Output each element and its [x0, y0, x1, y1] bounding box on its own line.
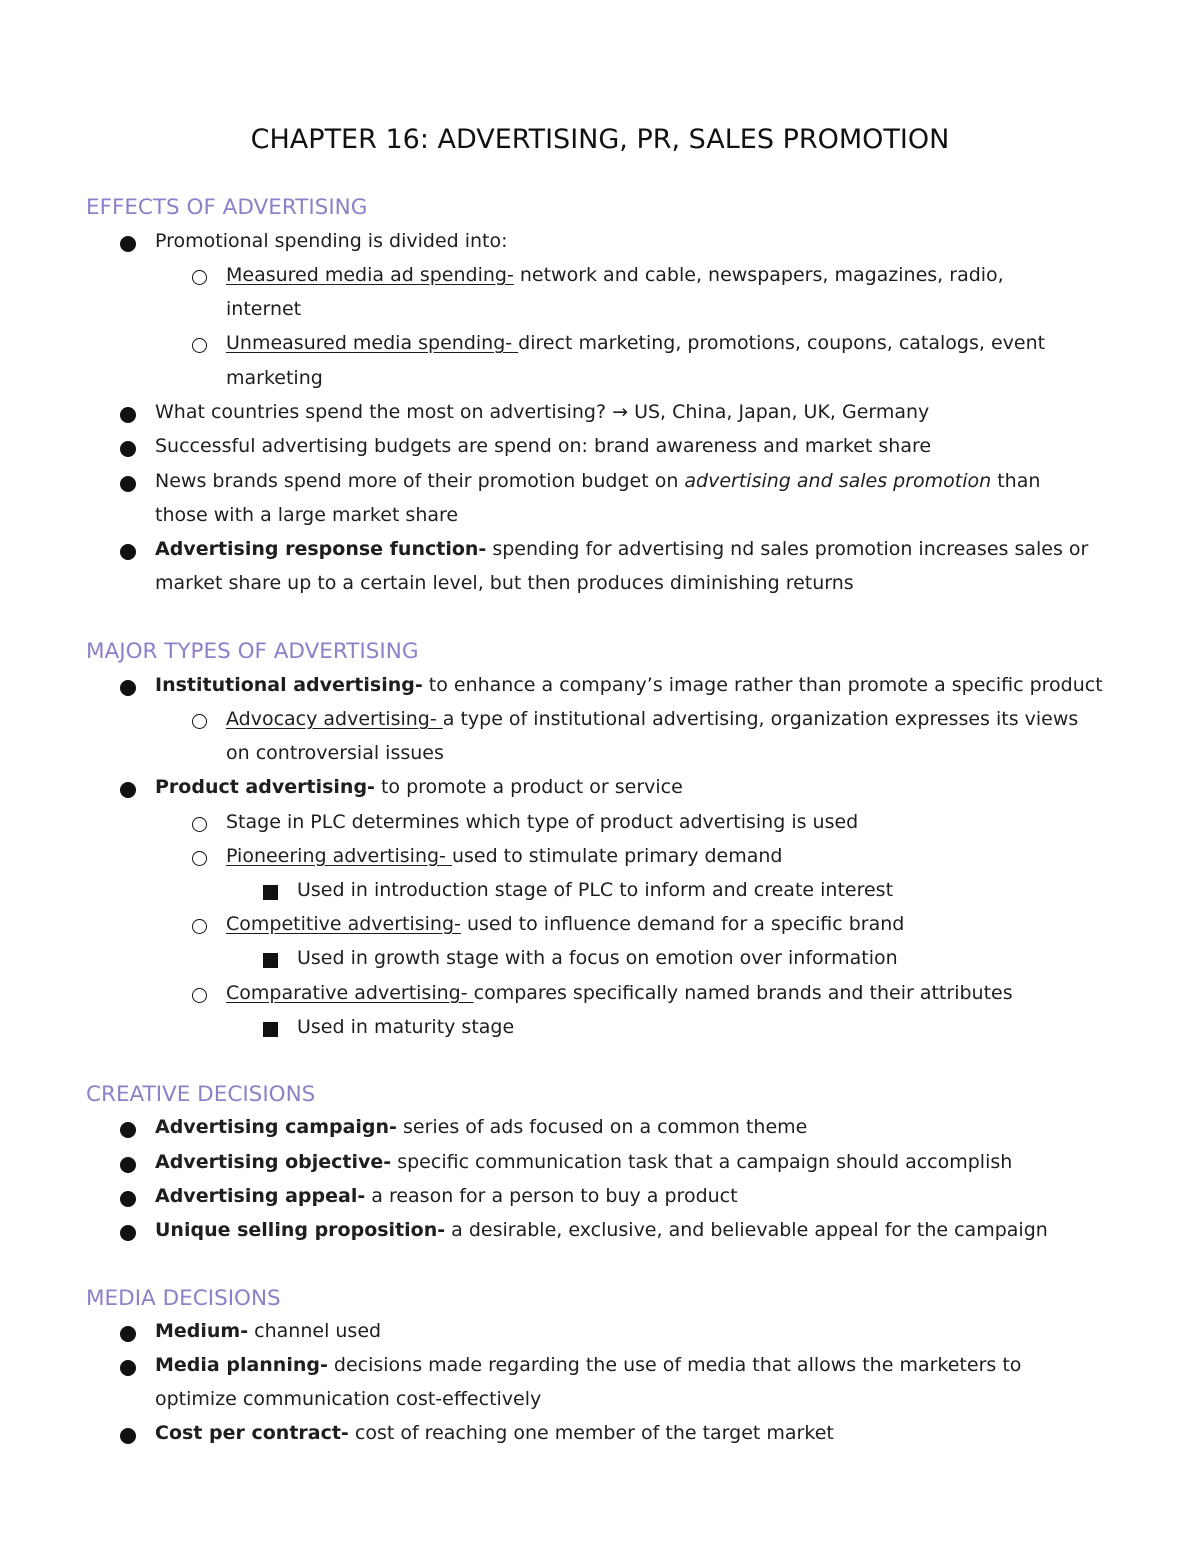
bullet-disc-icon	[120, 407, 136, 423]
bullet-text: Advertising appeal- a reason for a person to buy a product	[155, 1185, 738, 1207]
bullet-disc-icon	[120, 544, 136, 560]
bullet-text: Pioneering advertising- used to stimulate primary demand	[226, 845, 783, 867]
bullet-circle-icon	[192, 270, 207, 285]
bullet-disc-icon	[120, 1225, 136, 1241]
bullet-disc-icon	[120, 1428, 136, 1444]
bullet-circle-icon	[192, 817, 207, 832]
bullet-square-icon	[263, 1022, 278, 1037]
bullet-disc-icon	[120, 1360, 136, 1376]
bullet-text: Stage in PLC determines which type of product advertising is used	[226, 811, 859, 833]
bullet-text: What countries spend the most on advertising? → US, China, Japan, UK, Germany	[155, 401, 930, 423]
bullet-text-continued: internet	[226, 298, 302, 320]
bullet-text: Advertising objective- specific communication task that a campaign should accomplish	[155, 1151, 1013, 1173]
bullet-text: Product advertising- to promote a product or service	[155, 776, 683, 798]
bullet-text: Measured media ad spending- network and cable, newspapers, magazines, radio,	[226, 264, 1004, 286]
bullet-text-continued: marketing	[226, 367, 323, 389]
bullet-text: Promotional spending is divided into:	[155, 230, 508, 252]
bullet-circle-icon	[192, 338, 207, 353]
bullet-text: Successful advertising budgets are spend on: brand awareness and market share	[155, 435, 932, 457]
chapter-title: CHAPTER 16: ADVERTISING, PR, SALES PROMOTION	[250, 124, 950, 155]
section-heading: MAJOR TYPES OF ADVERTISING	[86, 639, 419, 664]
bullet-disc-icon	[120, 441, 136, 457]
bullet-text: Advocacy advertising- a type of institutional advertising, organization expresses its views	[226, 708, 1079, 730]
bullet-disc-icon	[120, 782, 136, 798]
bullet-text: Institutional advertising- to enhance a company’s image rather than promote a specific product	[155, 674, 1103, 696]
section-heading: MEDIA DECISIONS	[86, 1286, 281, 1311]
bullet-disc-icon	[120, 236, 136, 252]
bullet-circle-icon	[192, 851, 207, 866]
bullet-text: Advertising response function- spending for advertising nd sales promotion increases sales or	[155, 538, 1089, 560]
bullet-text: Used in introduction stage of PLC to inform and create interest	[297, 879, 894, 901]
section-heading: CREATIVE DECISIONS	[86, 1082, 316, 1107]
bullet-circle-icon	[192, 919, 207, 934]
bullet-square-icon	[263, 953, 278, 968]
bullet-disc-icon	[120, 1157, 136, 1173]
bullet-text: News brands spend more of their promotion budget on advertising and sales promotion than	[155, 470, 1041, 492]
bullet-text: Unmeasured media spending- direct marketing, promotions, coupons, catalogs, event	[226, 332, 1046, 354]
bullet-disc-icon	[120, 1326, 136, 1342]
bullet-text: Competitive advertising- used to influence demand for a specific brand	[226, 913, 905, 935]
bullet-text: Advertising campaign- series of ads focused on a common theme	[155, 1116, 808, 1138]
bullet-disc-icon	[120, 1191, 136, 1207]
bullet-circle-icon	[192, 714, 207, 729]
bullet-text: Media planning- decisions made regarding the use of media that allows the marketers to	[155, 1354, 1022, 1376]
bullet-text: Used in maturity stage	[297, 1016, 515, 1038]
bullet-text-continued: on controversial issues	[226, 742, 444, 764]
bullet-text: Medium- channel used	[155, 1320, 382, 1342]
bullet-text: Cost per contract- cost of reaching one member of the target market	[155, 1422, 834, 1444]
bullet-disc-icon	[120, 680, 136, 696]
bullet-disc-icon	[120, 476, 136, 492]
bullet-square-icon	[263, 885, 278, 900]
bullet-text: Comparative advertising- compares specifically named brands and their attributes	[226, 982, 1013, 1004]
bullet-text-continued: market share up to a certain level, but then produces diminishing returns	[155, 572, 854, 594]
section-heading: EFFECTS OF ADVERTISING	[86, 195, 368, 220]
bullet-disc-icon	[120, 1122, 136, 1138]
bullet-text: Used in growth stage with a focus on emotion over information	[297, 947, 898, 969]
bullet-text: Unique selling proposition- a desirable, exclusive, and believable appeal for the campaign	[155, 1219, 1048, 1241]
bullet-text-continued: those with a large market share	[155, 504, 459, 526]
bullet-text-continued: optimize communication cost-effectively	[155, 1388, 542, 1410]
bullet-circle-icon	[192, 988, 207, 1003]
